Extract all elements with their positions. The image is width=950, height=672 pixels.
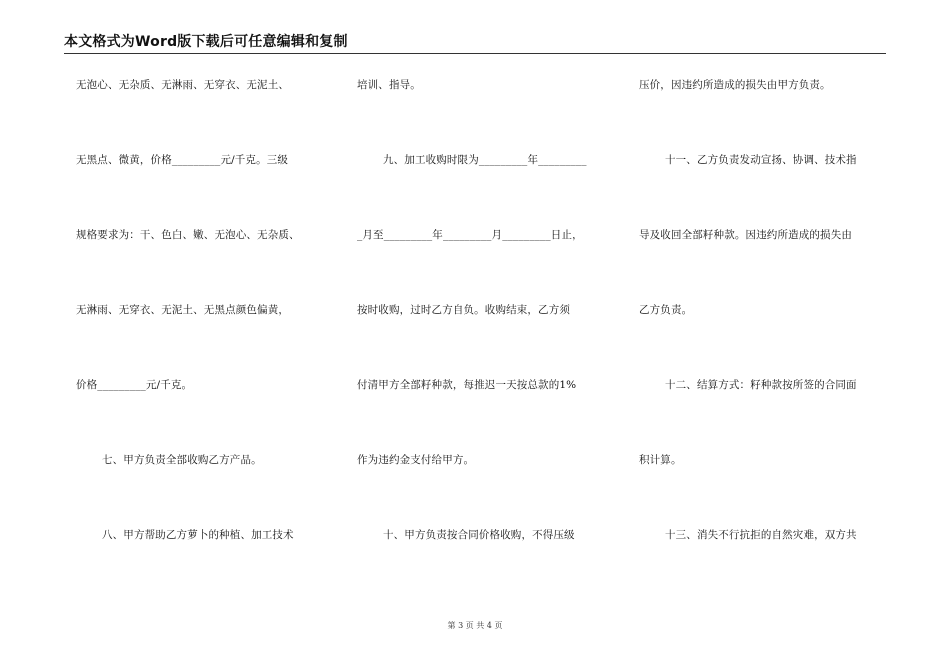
text-line: 乙方负责。 bbox=[639, 304, 693, 316]
text-line: 十一、乙方负责发动宣扬、协调、技术指 bbox=[665, 154, 857, 166]
text-line: _月至_________年_________月_________日止， bbox=[357, 229, 583, 241]
document-header bbox=[64, 34, 886, 54]
text-line: 按时收购，过时乙方自负。收购结束，乙方须 bbox=[357, 304, 570, 316]
text-line: 规格要求为：干、色白、嫩、无泡心、无杂质、 bbox=[76, 229, 300, 241]
text-line: 积计算。 bbox=[639, 454, 682, 466]
text-line: 无黑点、微黄，价格_________元/千克。三级 bbox=[76, 154, 289, 166]
text-line: 压价，因违约所造成的损失由甲方负责。 bbox=[639, 79, 831, 91]
text-line: 付清甲方全部籽种款，每推迟一天按总款的1% bbox=[357, 379, 577, 391]
text-line: 培训、指导。 bbox=[357, 79, 421, 91]
text-line: 十、甲方负责按合同价格收购，不得压级 bbox=[383, 529, 575, 541]
text-line: 九、加工收购时限为_________年_________ bbox=[383, 154, 587, 166]
text-line: 十二、结算方式：籽种款按所签的合同面 bbox=[665, 379, 857, 391]
header-title: 本文格式为Word版下载后可任意编辑和复制 bbox=[64, 34, 348, 50]
page-number: 第 3 页 共 4 页 bbox=[447, 621, 503, 630]
text-line: 无泡心、无杂质、无淋雨、无穿衣、无泥土、 bbox=[76, 79, 289, 91]
text-line: 导及收回全部籽种款。因违约所造成的损失由 bbox=[639, 229, 852, 241]
text-line: 七、甲方负责全部收购乙方产品。 bbox=[102, 454, 262, 466]
text-line: 作为违约金支付给甲方。 bbox=[357, 454, 475, 466]
text-line: 十三、消失不行抗拒的自然灾难，双方共 bbox=[665, 529, 857, 541]
text-line: 价格_________元/千克。 bbox=[76, 379, 193, 391]
text-line: 无淋雨、无穿衣、无泥土、无黑点颜色偏黄， bbox=[76, 304, 289, 316]
text-line: 八、甲方帮助乙方萝卜的种植、加工技术 bbox=[102, 529, 294, 541]
